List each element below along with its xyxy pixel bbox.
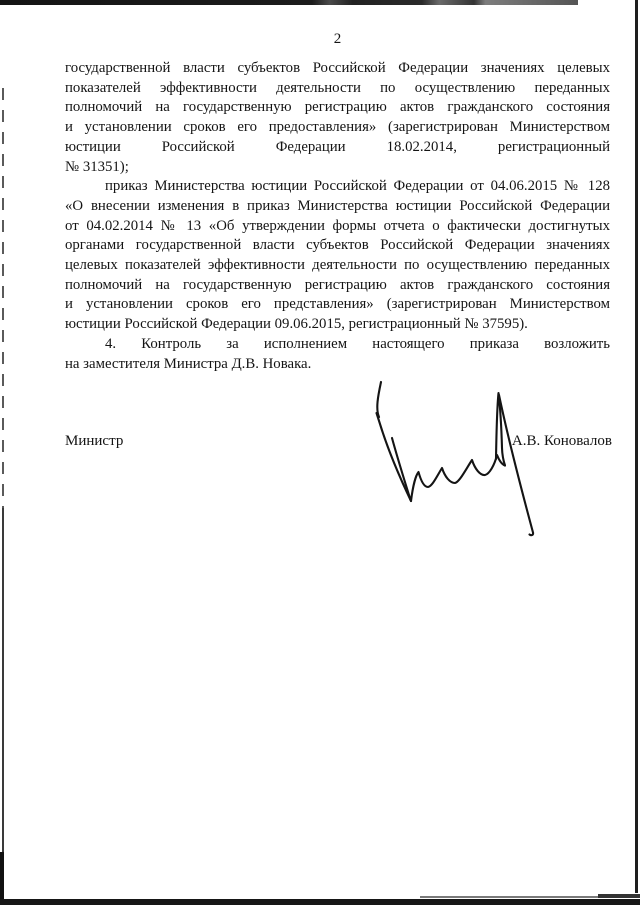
text-line: государственной власти субъектов Российской Федерации значениях целевых — [65, 60, 610, 76]
paragraph-control-clause — [65, 335, 610, 374]
text-line: 4. Контроль за исполнением настоящего приказа возложить — [105, 335, 610, 352]
text-line: и установлении сроков его представления» (зарегистрирован Министерством — [65, 296, 610, 313]
text-line: органами государственной власти субъектов Российской Федерации значениях — [65, 237, 610, 254]
text-line: от 04.02.2014 № 13 «Об утверждении формы отчета о фактически достигнутых — [65, 217, 610, 234]
text-line: показателей эффективности деятельности по осуществлению переданных — [65, 79, 610, 96]
scan-artifact-right-edge — [635, 0, 638, 893]
scan-artifact-bottom-line-dark — [598, 894, 640, 898]
signer-title: Министр — [65, 433, 124, 449]
text-line: № 31351); — [65, 158, 129, 175]
scan-artifact-bottom-edge — [0, 899, 640, 905]
signature-block — [65, 433, 612, 450]
text-line: полномочий на государственную регистрацию актов гражданского состояния — [65, 276, 610, 293]
document-body — [65, 59, 610, 374]
text-line: «О внесении изменения в приказ Министерства юстиции Российской Федерации — [65, 197, 610, 214]
text-line: полномочий на государственную регистрацию актов гражданского состояния — [65, 99, 610, 116]
scan-artifact-top-edge — [0, 0, 578, 5]
text-line: приказ Министерства юстиции Российской Федерации от 04.06.2015 № 128 — [105, 178, 610, 195]
scan-artifact-left-edge — [2, 508, 4, 905]
text-line: юстиции Российской Федерации 09.06.2015, регистрационный № 37595). — [65, 316, 528, 333]
text-line: целевых показателей эффективности деятельности по осуществлению переданных — [65, 257, 610, 274]
paragraph-registration-31351 — [65, 59, 610, 177]
scan-artifact-left-edge-thick — [0, 852, 4, 905]
text-line: юстиции Российской Федерации 18.02.2014, регистрационный — [65, 138, 610, 155]
page-number: 2 — [333, 31, 342, 47]
paragraph-order-128 — [65, 177, 610, 335]
text-line: и установлении сроков его предоставления» (зарегистрирован Министерством — [65, 119, 610, 136]
signer-name: А.В. Коновалов — [511, 433, 612, 449]
signature-scrawl — [348, 368, 548, 548]
text-line: на заместителя Министра Д.В. Новака. — [65, 355, 312, 372]
scan-artifact-left-edge-dashed — [2, 88, 4, 508]
